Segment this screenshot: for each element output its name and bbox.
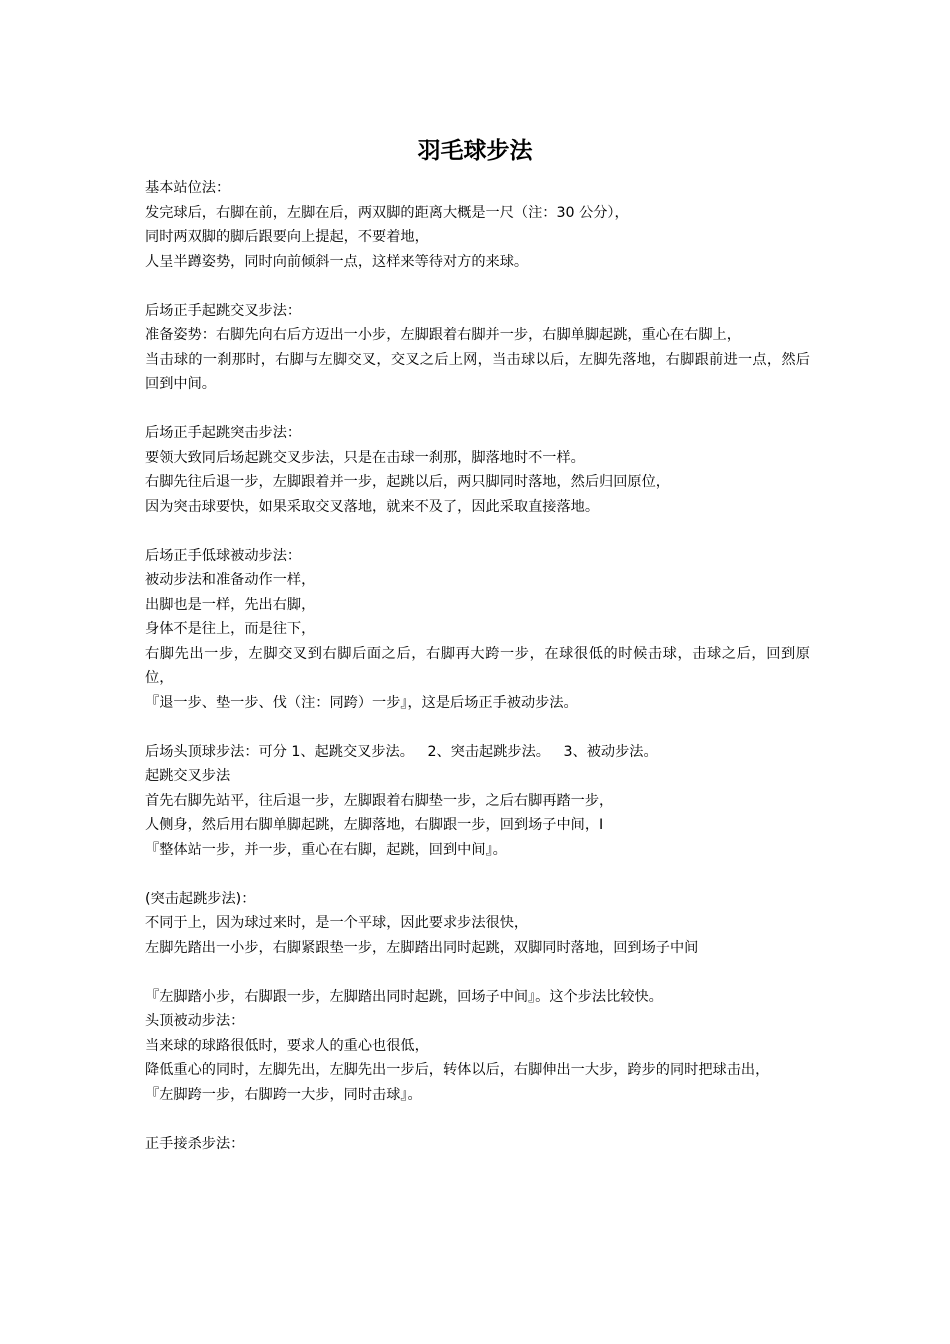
- section-heading-rear-forehand-smash: 后场正手起跳突击步法：: [145, 425, 302, 441]
- blank-line: [145, 715, 810, 740]
- paragraph-line: 发完球后，右脚在前，左脚在后，两双脚的距离大概是一尺（注：30 公分），: [145, 204, 629, 221]
- paragraph-line: 身体不是往上，而是往下，: [145, 621, 316, 637]
- section-heading-basic-stance: 基本站位法：: [145, 180, 231, 196]
- paragraph-line: 要领大致同后场起跳交叉步法，只是在击球一刹那，脚落地时不一样。: [145, 449, 585, 466]
- paragraph-line: 『左脚踏小步，右脚跟一步，左脚踏出同时起跳，回场子中间』。这个步法比较快。: [145, 988, 663, 1005]
- paragraph-line: 因为突击球要快，如果采取交叉落地，就来不及了，因此采取直接落地。: [145, 498, 600, 515]
- subheading-jump-cross: 起跳交叉步法: [145, 768, 231, 784]
- blank-line: [145, 1107, 810, 1132]
- paragraph-line: 降低重心的同时，左脚先出，左脚先出一步后，转体以后，右脚伸出一大步，跨步的同时把球击出，: [145, 1062, 770, 1078]
- paragraph-line: 当击球的一刹那时，右脚与左脚交叉，交叉之后上网，当击球以后，左脚先落地，右脚跟前进一点，然后回到中间。: [145, 351, 810, 392]
- paragraph-line: 首先右脚先站平，往后退一步，左脚跟着右脚垫一步，之后右脚再踏一步，: [145, 792, 614, 809]
- document-body: [145, 176, 810, 1156]
- document-title: 羽毛球步法: [417, 137, 533, 164]
- section-heading-rear-overhead: 后场头顶球步法：可分 1、起跳交叉步法。 2、突击起跳步法。 3、被动步法。: [145, 743, 658, 760]
- section-heading-rear-forehand-cross: 后场正手起跳交叉步法：: [145, 302, 302, 319]
- blank-line: [145, 397, 810, 422]
- paragraph-line: 『左脚跨一步，右脚跨一大步，同时击球』。: [145, 1086, 422, 1103]
- paragraph-line: 『整体站一步，并一步，重心在右脚，起跳，回到中间』。: [145, 841, 507, 858]
- paragraph-line: 不同于上，因为球过来时，是一个平球，因此要求步法很快，: [145, 915, 529, 931]
- paragraph-line: 『退一步、垫一步、伐（注：同跨）一步』，这是后场正手被动步法。: [145, 694, 578, 711]
- paragraph-line: 人侧身，然后用右脚单脚起跳，左脚落地，右脚跟一步，回到场子中间，I: [145, 817, 604, 833]
- section-heading-rear-forehand-low: 后场正手低球被动步法：: [145, 547, 302, 564]
- paragraph-line: 人呈半蹲姿势，同时向前倾斜一点，这样来等待对方的来球。: [145, 253, 529, 270]
- paragraph-line: 出脚也是一样，先出右脚，: [145, 596, 316, 613]
- paragraph-line: 右脚先出一步，左脚交叉到右脚后面之后，右脚再大跨一步，在球很低的时候击球，击球之后，回到原位，: [145, 645, 810, 686]
- section-heading-jump-smash: (突击起跳步法)：: [145, 890, 256, 907]
- section-heading-forehand-receive: 正手接杀步法：: [145, 1135, 245, 1152]
- blank-line: [145, 862, 810, 887]
- section-heading-overhead-passive: 头顶被动步法：: [145, 1013, 245, 1029]
- paragraph-line: 被动步法和准备动作一样，: [145, 572, 316, 588]
- paragraph-line: 同时两双脚的脚后跟要向上提起，不要着地，: [145, 229, 429, 245]
- blank-line: [145, 960, 810, 985]
- paragraph-line: 右脚先往后退一步，左脚跟着并一步，起跳以后，两只脚同时落地，然后归回原位，: [145, 474, 670, 490]
- blank-line: [145, 519, 810, 544]
- paragraph-line: 左脚先踏出一小步，右脚紧跟垫一步，左脚踏出同时起跳，双脚同时落地，回到场子中间: [145, 939, 699, 956]
- paragraph-line: 当来球的球路很低时，要求人的重心也很低，: [145, 1037, 429, 1054]
- paragraph-line: 准备姿势：右脚先向右后方迈出一小步，左脚跟着右脚并一步，右脚单脚起跳，重心在右脚上，: [145, 327, 741, 343]
- blank-line: [145, 274, 810, 299]
